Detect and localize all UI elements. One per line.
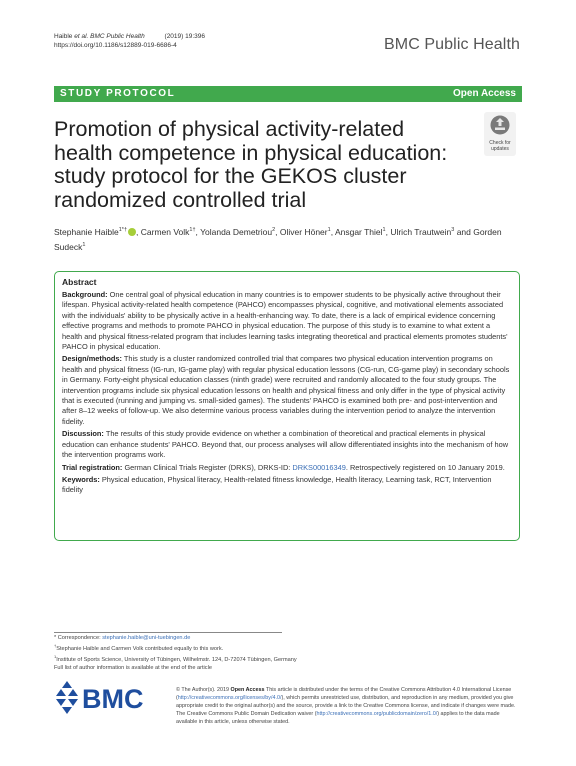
license-url-link[interactable]: http://creativecommons.org/licenses/by/4.0/ xyxy=(177,695,282,701)
footnote-divider xyxy=(54,632,282,633)
copyright: © The Author(s). 2019 xyxy=(176,687,230,693)
bmc-logo-icon xyxy=(52,680,162,716)
section-label: Background: xyxy=(62,290,108,299)
footnotes xyxy=(54,634,314,672)
registration-text-after: . Retrospectively registered on 10 January 2019. xyxy=(345,462,505,472)
author-separator: , xyxy=(195,226,201,237)
article-title: Promotion of physical activity-related health competence in physical education: study protocol for the GEKOS cluster randomized controlled trial xyxy=(54,117,448,212)
author-affiliation-sup: 3 xyxy=(451,227,455,233)
footnote-text: Stephanie Haible and Carmen Volk contributed equally to this work. xyxy=(56,645,224,652)
section-text: The results of this study provide evidence on whether a combination of theoretical and practical elements in physical education can enhance students' PAHCO. Beyond that, our process analyses will allow differentiated insights into the mechanism of how the intervention programs work. xyxy=(62,429,509,460)
author-affiliation-sup: 1 xyxy=(382,227,386,233)
abstract-box xyxy=(54,271,520,541)
correspondence-email-link[interactable]: stephanie.haible@uni-tuebingen.de xyxy=(102,635,191,641)
section-text: This study is a cluster randomized controlled trial that compares two physical education intervention programs on health and physical fitness (IG-run, IG-game play) with regular physical education lessons (CG-run, CG-game play) in secondary schools in Germany. Forty-eight physical education classes (ninth grade) were recruited and randomly allocated to the four study groups. The intervention programs include six physical education lessons on health and physical fitness and only differ in the type of physical activity that is executed (running and jumping vs. small-sided games). The students' PAHCO is examined both pre- and post-intervention and after 8–12 weeks of follow-up. We also determine various process variables during the intervention period to analyze the intervention fidelity. xyxy=(62,354,510,426)
keywords-text: Physical education, Physical literacy, Health-related fitness knowledge, Health literacy, Learning task, RCT, Intervention fidelity xyxy=(62,474,492,495)
check-for-updates-badge[interactable] xyxy=(478,112,522,156)
journal-name: BMC Public Health xyxy=(384,36,520,53)
author-affiliation-sup: 2 xyxy=(272,227,276,233)
abstract-heading: Abstract xyxy=(62,277,97,287)
citation-etal: et al. xyxy=(74,33,89,40)
author-name: Ansgar Thiel xyxy=(334,226,383,237)
abstract-trial-registration xyxy=(62,463,512,473)
check-for-updates-line1: Check for xyxy=(489,140,511,146)
full-author-info-note: Full list of author information is available at the end of the article xyxy=(54,664,212,671)
author-affiliation-sup: 1 xyxy=(82,241,86,248)
abstract-keywords xyxy=(62,475,512,496)
abstract-design-methods xyxy=(62,354,512,427)
author-affiliation-sup: 1 xyxy=(327,227,331,233)
author-list xyxy=(54,224,522,254)
correspondence xyxy=(54,634,314,642)
footnote-sup: † xyxy=(54,643,57,648)
footnote-text: Institute of Sports Science, University of Tübingen, Wilhelmstr. 124, D-72074 Tübingen, Germany xyxy=(56,656,297,663)
author-affiliation-sup: 1† xyxy=(189,227,196,233)
section-label: Trial registration: xyxy=(62,462,123,472)
footnote-sup: 1 xyxy=(54,653,57,659)
section-label: Keywords: xyxy=(62,474,100,484)
section-label: Discussion: xyxy=(62,429,104,439)
author-name: Carmen Volk xyxy=(140,226,190,237)
public-domain-url-link[interactable]: http://creativecommons.org/publicdomain/zero/1.0/ xyxy=(316,711,438,717)
author-affiliation-sup: 1*† xyxy=(118,227,128,233)
registration-id-link[interactable]: DRKS00016349 xyxy=(292,462,346,472)
license-text: ) applies to the data made available in this article, unless otherwise stated. xyxy=(176,711,500,725)
doi-link[interactable]: https://doi.org/10.1186/s12889-019-6686-4 xyxy=(54,42,177,49)
registration-text: German Clinical Trials Register (DRKS), DRKS-ID: xyxy=(124,462,291,472)
abstract-discussion xyxy=(62,429,512,460)
article-type-label: STUDY PROTOCOL xyxy=(60,88,176,99)
section-label: Design/methods: xyxy=(62,354,122,364)
author-separator: and xyxy=(454,226,474,237)
author-separator: , xyxy=(330,226,335,237)
bmc-logo xyxy=(52,680,162,716)
abstract-background xyxy=(62,290,512,352)
license-text: This article is distributed under the terms of the Creative Commons Attribution 4.0 International License ( xyxy=(176,687,512,701)
license-open-access-label: Open Access xyxy=(230,687,265,693)
author-name: Yolanda Demetriou xyxy=(200,226,273,237)
orcid-icon[interactable] xyxy=(128,228,136,236)
citation-block xyxy=(54,32,205,50)
check-for-updates-line2: updates xyxy=(491,146,509,152)
author-separator: , xyxy=(275,226,280,237)
correspondence-label: * Correspondence: xyxy=(54,635,101,641)
affiliation-note xyxy=(54,653,314,664)
author-separator: , xyxy=(136,226,141,237)
citation-journal: BMC Public Health xyxy=(90,33,145,40)
license-text: ), which permits unrestricted use, distribution, and reproduction in any medium, provided you give appropriate credit to the original author(s) and the source, provide a link to the Creative Commons license, and indicate if changes were made. The Creative Commons Public Domain Dedication waiver ( xyxy=(176,695,516,717)
citation-line xyxy=(54,32,205,41)
author-name: Ulrich Trautwein xyxy=(390,226,452,237)
license-statement xyxy=(176,686,522,726)
citation-authors: Haible xyxy=(54,33,73,40)
author-separator: , xyxy=(385,226,391,237)
check-for-updates-icon xyxy=(478,112,522,156)
author-name: Stephanie Haible xyxy=(54,226,119,237)
citation-year-volume: (2019) 19:396 xyxy=(164,33,206,40)
article-type-band xyxy=(54,86,522,102)
section-text: One central goal of physical education in many countries is to empower students to be physically active throughout their lifespan. Physical activity-related health competence (PAHCO) encompasses physical, cognitive, and motivational elements associated with the individuals' ability to be physically active in a health-enhancing way. To date, there is a lack of empirical evidence concerning effective programs and methods to promote PAHCO in physical education. The purpose of this study is to examine to what extent a health and physical fitness-related program that includes learning tasks integrating theoretical and practical elements promotes students' PAHCO in physical education. xyxy=(62,290,508,352)
equal-contribution-note xyxy=(54,642,314,653)
author-name: Gorden Sudeck xyxy=(54,226,502,252)
open-access-label: Open Access xyxy=(453,88,516,99)
bmc-logo-text: BMC xyxy=(82,684,144,714)
author-name: Oliver Höner xyxy=(279,226,328,237)
